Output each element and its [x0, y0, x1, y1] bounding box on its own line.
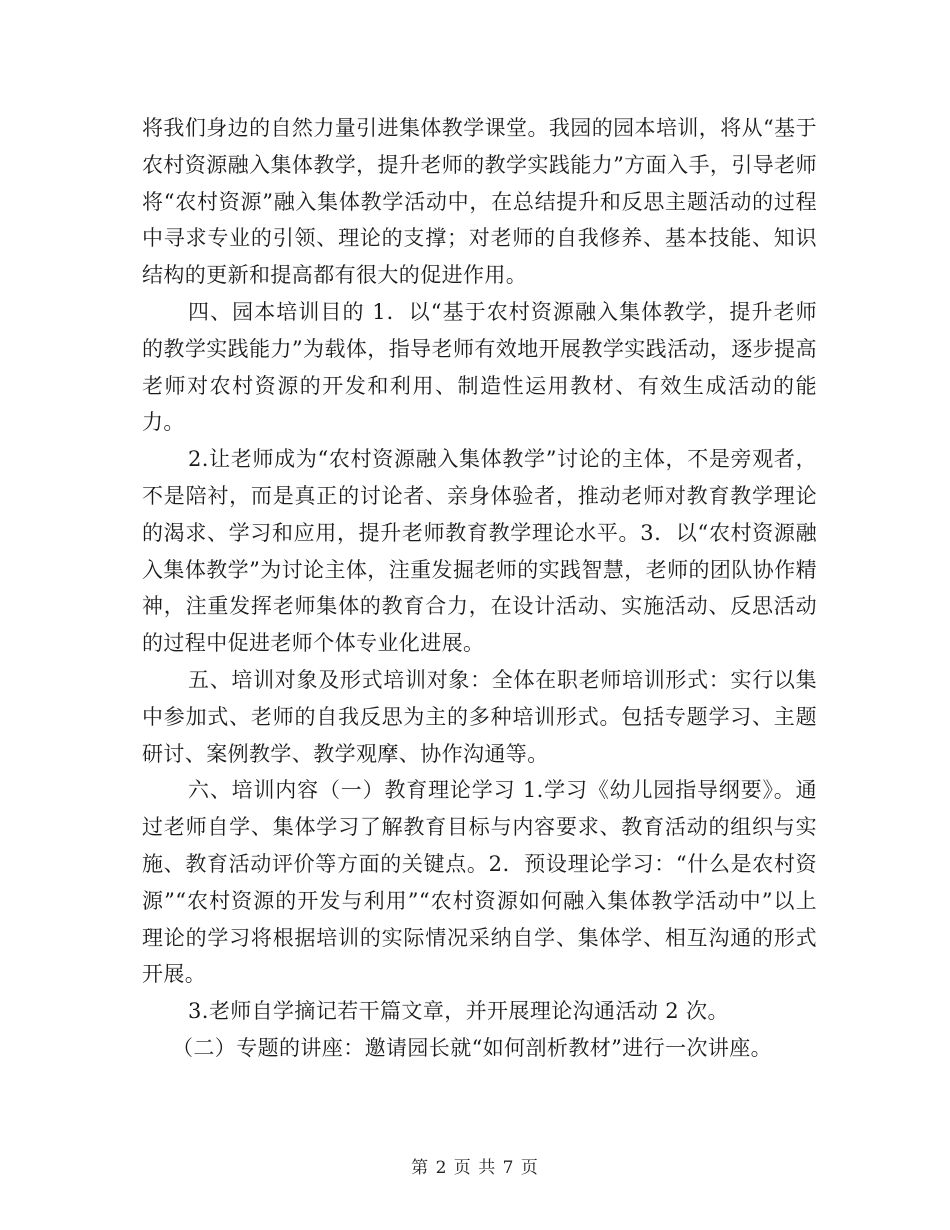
paragraph-7: （二）专题的讲座：邀请园长就“如何剖析教材”进行一次讲座。 — [172, 1035, 773, 1060]
paragraph-2: 四、园本培训目的 1．以“基于农村资源融入集体教学，提升老师的教学实践能力”为载体，指导老师有效地开展教学实践活动，逐步提高老师对农村资源的开发和利用、制造性运用教材、有效生成活动的能力。 — [142, 299, 817, 435]
paragraph-5: 六、培训内容（一）教育理论学习 1.学习《幼儿园指导纲要》。通过老师自学、集体学习了解教育目标与内容要求、教育活动的组织与实施、教育活动评价等方面的关键点。2．预设理论学习：“什么是农村资源”“农村资源的开发与利用”“农村资源如何融入集体教学活动中”以上理论的学习将根据培训的实际情况采纳自学、集体学、相互沟通的形式开展。 — [142, 778, 817, 987]
paragraph-4: 五、培训对象及形式培训对象：全体在职老师培训形式：实行以集中参加式、老师的自我反思为主的多种培训形式。包括专题学习、主题研讨、案例教学、教学观摩、协作沟通等。 — [142, 667, 817, 766]
paragraph-1: 将我们身边的自然力量引进集体教学课堂。我园的园本培训，将从“基于农村资源融入集体教学，提升老师的教学实践能力”方面入手，引导老师将“农村资源”融入集体教学活动中，在总结提升和反思主题活动的过程中寻求专业的引领、理论的支撑；对老师的自我修养、基本技能、知识结构的更新和提高都有很大的促进作用。 — [142, 116, 817, 288]
paragraph-6: 3.老师自学摘记若干篇文章，并开展理论沟通活动 2 次。 — [188, 999, 729, 1024]
page-number-footer: 第 2 页 共 7 页 — [411, 1158, 539, 1178]
document-body — [142, 110, 817, 1067]
paragraph-3: 2.让老师成为“农村资源融入集体教学”讨论的主体，不是旁观者，不是陪衬，而是真正的讨论者、亲身体验者，推动老师对教育教学理论的渴求、学习和应用，提升老师教育教学理论水平。3．以“农村资源融入集体教学”为讨论主体，注重发掘老师的实践智慧，老师的团队协作精神，注重发挥老师集体的教育合力，在设计活动、实施活动、反思活动的过程中促进老师个体专业化进展。 — [142, 447, 817, 656]
